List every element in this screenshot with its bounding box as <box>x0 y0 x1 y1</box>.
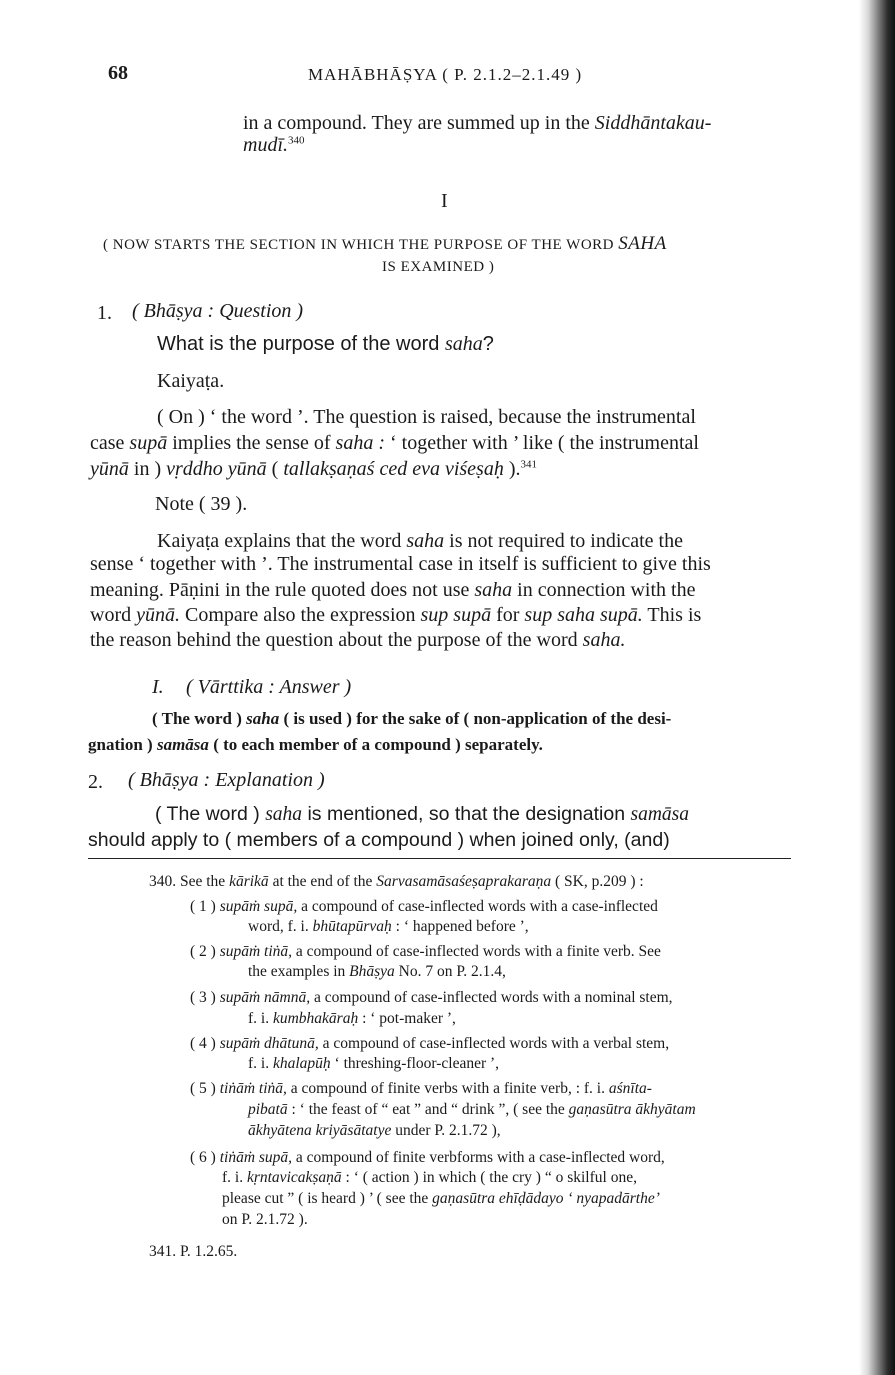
fn-item-6-line-1: ( 6 ) tiṅāṁ supā, a compound of finite verbforms with a case-inflected word, <box>190 1149 665 1166</box>
intro-line-2: mudī.$^{340}$ <box>243 134 305 156</box>
note-line-1: Kaiyaṭa explains that the word saha is not required to indicate the <box>157 530 683 552</box>
note-line-4: word yūnā. Compare also the expression sup supā for sup saha supā. This is <box>90 604 702 626</box>
fn-item-5-line-2: pibatā : ‘ the feast of “ eat ” and “ drink ”, ( see the gaṇasūtra ākhyātam <box>248 1101 696 1118</box>
note-line-3: meaning. Pāṇini in the rule quoted does not use saha in connection with the <box>90 579 696 601</box>
fn-item-4-line-2: f. i. khalapūḥ ‘ threshing-floor-cleaner ’, <box>248 1055 500 1072</box>
item2-line-1: ( The word ) saha is mentioned, so that the designation samāsa <box>155 803 690 825</box>
fn-item-3-line-2: f. i. kumbhakāraḥ : ‘ pot-maker ’, <box>248 1010 456 1027</box>
fn-item-6-line-3: please cut ” ( is heard ) ’ ( see the gaṇasūtra ehīḍādayo ‘ nyapadārthe’ <box>222 1190 660 1207</box>
item1-label: ( Bhāṣya : Question ) <box>132 300 304 322</box>
running-head: MAHĀBHĀṢYA ( P. 2.1.2–2.1.49 ) <box>308 65 583 84</box>
note-line-2: sense ‘ together with ’. The instrumental case in itself is sufficient to give this <box>90 553 711 575</box>
item2-line-2: should apply to ( members of a compound ) when joined only, (and) <box>88 829 670 851</box>
fn-item-5-line-3: ākhyātena kriyāsātatye under P. 2.1.72 ), <box>248 1122 501 1139</box>
scan-edge-shadow <box>859 0 895 1375</box>
intro-line-1: in a compound. They are summed up in the Siddhāntakau- <box>243 112 712 134</box>
section-roman: I <box>441 190 448 212</box>
kaiyata-label: Kaiyaṭa. <box>157 370 225 392</box>
fn-item-6-line-2: f. i. kṛntavicakṣaṇā : ‘ ( action ) in which ( the cry ) “ o skilful one, <box>222 1169 637 1186</box>
fn-item-6-line-4: on P. 2.1.72 ). <box>222 1211 308 1228</box>
footnote-341: 341. P. 1.2.65. <box>149 1243 238 1260</box>
fn-item-3-line-1: ( 3 ) supāṁ nāmnā, a compound of case-inflected words with a nominal stem, <box>190 989 673 1006</box>
note-label: Note ( 39 ). <box>155 493 248 515</box>
item1-question: What is the purpose of the word saha? <box>157 333 494 355</box>
fn-item-1-line-1: ( 1 ) supāṁ supā, a compound of case-inflected words with a case-inflected <box>190 898 658 915</box>
kaiyata-line-2: case supā implies the sense of saha : ‘ together with ’ like ( the instrumental <box>90 432 699 454</box>
vartika-label: ( Vārttika : Answer ) <box>186 676 352 698</box>
footnote-340: 340. See the kārikā at the end of the Sarvasamāsaśeṣaprakaraṇa ( SK, p.209 ) : <box>149 873 644 890</box>
section-heading-line-1: ( NOW STARTS THE SECTION IN WHICH THE PURPOSE OF THE WORD SAHA <box>103 233 667 254</box>
kaiyata-line-3: yūnā in ) vṛddho yūnā ( tallakṣaṇaś ced eva viśeṣaḥ ).$^{341}$ <box>90 458 537 480</box>
fn-item-2-line-1: ( 2 ) supāṁ tiṅā, a compound of case-inflected words with a finite verb. See <box>190 943 661 960</box>
kaiyata-line-1: ( On ) ‘ the word ’. The question is raised, because the instrumental <box>157 406 696 428</box>
vartika-number: I. <box>152 676 164 698</box>
fn-item-5-line-1: ( 5 ) tiṅāṁ tiṅā, a compound of finite verbs with a finite verb, : f. i. aśnīta- <box>190 1080 652 1097</box>
footnote-rule <box>88 858 791 859</box>
item2-number: 2. <box>88 771 103 793</box>
item1-number: 1. <box>97 302 112 324</box>
page-number: 68 <box>108 62 128 84</box>
fn-item-1-line-2: word, f. i. bhūtapūrvaḥ : ‘ happened before ’, <box>248 918 529 935</box>
fn-item-4-line-1: ( 4 ) supāṁ dhātunā, a compound of case-inflected words with a verbal stem, <box>190 1035 670 1052</box>
fn-item-2-line-2: the examples in Bhāṣya No. 7 on P. 2.1.4, <box>248 963 506 980</box>
note-line-5: the reason behind the question about the purpose of the word saha. <box>90 629 626 651</box>
item2-label: ( Bhāṣya : Explanation ) <box>128 769 325 791</box>
vartika-line-2: gnation ) samāsa ( to each member of a compound ) separately. <box>88 735 543 754</box>
vartika-line-1: ( The word ) saha ( is used ) for the sake of ( non-application of the desi- <box>152 709 672 728</box>
section-heading-line-2: IS EXAMINED ) <box>382 259 495 275</box>
